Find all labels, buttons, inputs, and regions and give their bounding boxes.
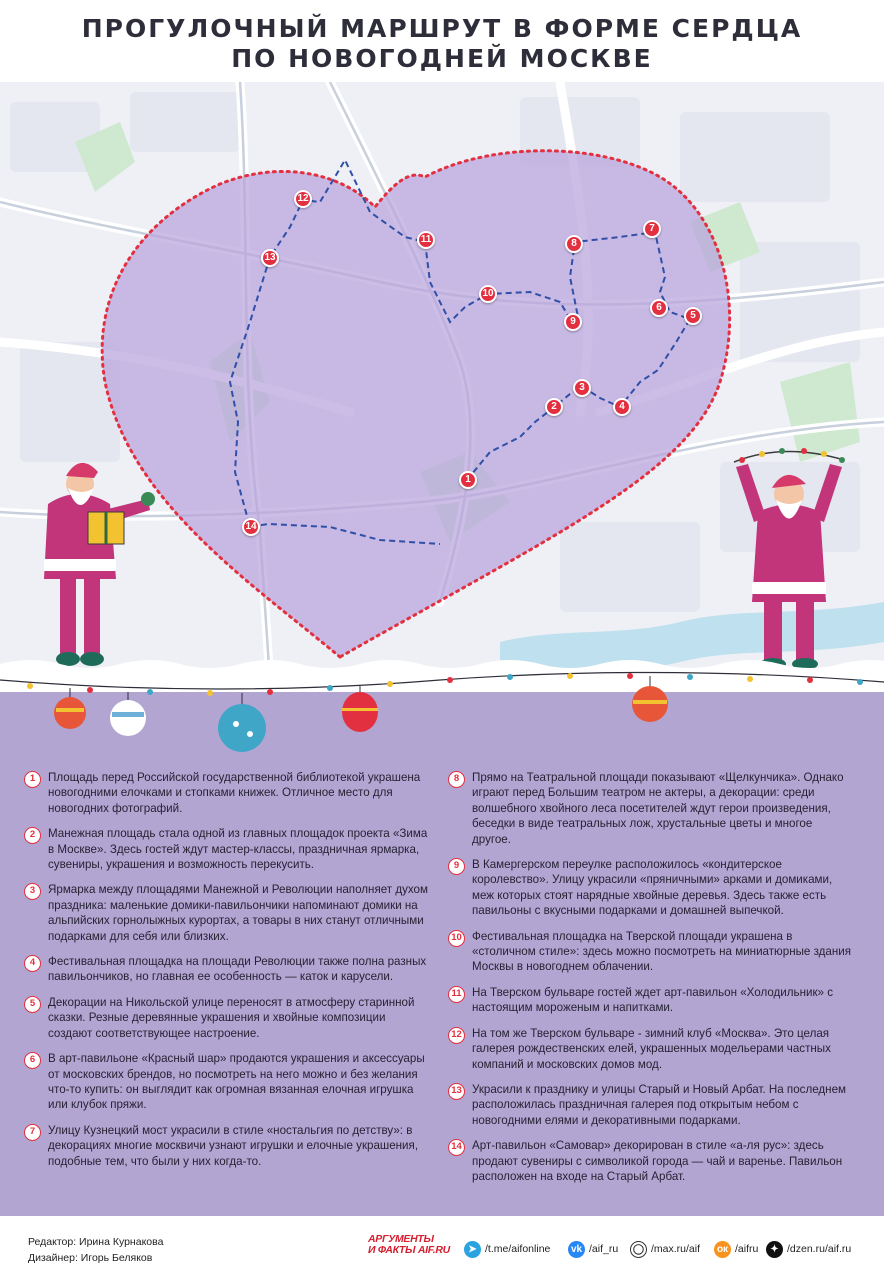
- stop-description: Фестивальная площадка на площади Революции также полна разных павильончиков, но главная ее особенность — каток и карусели.: [48, 955, 427, 984]
- stop-item-5: [24, 995, 428, 1041]
- social-label: /max.ru/aif: [651, 1243, 701, 1255]
- stop-number: 1: [24, 771, 41, 788]
- map-marker-10[interactable]: 10: [479, 285, 497, 303]
- page-title: [0, 0, 884, 82]
- stop-description: Манежная площадь стала одной из главных площадок проекта «Зима в Москве». Здесь гостей ждут мастер-классы, праздничная ярмарка, сувениры, украшения и возможность перекусить.: [48, 827, 428, 872]
- stop-description: Украсили к празднику и улицы Старый и Новый Арбат. На последнем расположилась праздничная галерея под открытым небом с новогодними елями и декоративными подарками.: [472, 1082, 846, 1127]
- telegram-icon: ➤: [464, 1241, 481, 1258]
- map-marker-13[interactable]: 13: [261, 249, 279, 267]
- aif-logo[interactable]: [368, 1234, 460, 1262]
- social-link-vk[interactable]: [568, 1240, 618, 1258]
- map-marker-2[interactable]: 2: [545, 398, 563, 416]
- social-label: /t.me/aifonline: [485, 1243, 551, 1255]
- map-marker-14[interactable]: 14: [242, 518, 260, 536]
- stop-item-12: [448, 1026, 852, 1072]
- stops-right-column: [448, 770, 852, 1194]
- stop-description: Фестивальная площадка на Тверской площади украшена в «столичном стиле»: здесь можно посмотреть на миниатюрные здания Москвы в новогоднем облачении.: [472, 929, 852, 974]
- stop-number: 7: [24, 1124, 41, 1141]
- logo-line-1: АРГУМЕНТЫ: [368, 1233, 434, 1245]
- odnoklassniki-icon: ок: [714, 1241, 731, 1258]
- title-line-1: ПРОГУЛОЧНЫЙ МАРШРУТ В ФОРМЕ СЕРДЦА: [81, 14, 803, 43]
- stop-description: Ярмарка между площадями Манежной и Революции наполняет духом праздника: маленькие домики-павильончики напоминают домики на альпийских горнолыжных курортах, а товары в них станут отличными подарками для себя или близких.: [48, 883, 428, 943]
- map-marker-12[interactable]: 12: [294, 190, 312, 208]
- logo-line-2: И ФАКТЫ AIF.RU: [368, 1244, 450, 1256]
- vk-icon: vk: [568, 1241, 585, 1258]
- stop-description: На Тверском бульваре гостей ждет арт-павильон «Холодильник» с настоящим мороженым и напитками.: [472, 985, 834, 1015]
- editor-credit: Редактор: Ирина Курнакова: [28, 1236, 164, 1248]
- stop-description: Арт-павильон «Самовар» декорирован в стиле «а-ля рус»: здесь продают сувениры с символикой города — чай и варенье. Павильон расположен на входе на Старый Арбат.: [472, 1139, 843, 1183]
- map-marker-3[interactable]: 3: [573, 379, 591, 397]
- social-link-dzen[interactable]: [766, 1240, 851, 1258]
- stop-item-8: [448, 770, 852, 847]
- stop-number: 5: [24, 996, 41, 1013]
- stop-number: 9: [448, 858, 465, 875]
- stop-description: В Камергерском переулке расположилось «кондитерское королевство». Улицу украсили «пряничными» арками и домиками, меж которых стоят нарядные хвойные деревья. Здесь также есть павильоны с вкусными подарками и домашней выпечкой.: [472, 858, 833, 918]
- social-link-max[interactable]: [630, 1240, 700, 1258]
- social-link-odnoklassniki[interactable]: [714, 1240, 758, 1258]
- stop-number: 6: [24, 1052, 41, 1069]
- stops-left-column: [24, 770, 428, 1179]
- stop-number: 3: [24, 883, 41, 900]
- stop-description: Улицу Кузнецкий мост украсили в стиле «ностальгия по детству»: в декорациях многие москвичи узнают игрушки и елочные украшения, подобные тем, что были у них когда-то.: [48, 1123, 419, 1168]
- stop-item-6: [24, 1051, 428, 1113]
- stop-number: 11: [448, 986, 465, 1003]
- max-icon: ◯: [630, 1241, 647, 1258]
- stop-item-9: [448, 857, 852, 919]
- map-marker-1[interactable]: 1: [459, 471, 477, 489]
- map-marker-4[interactable]: 4: [613, 398, 631, 416]
- designer-credit: Дизайнер: Игорь Беляков: [28, 1252, 153, 1264]
- stop-item-13: [448, 1082, 852, 1128]
- title-line-2: ПО НОВОГОДНЕЙ МОСКВЕ: [231, 44, 653, 73]
- stop-description: В арт-павильоне «Красный шар» продаются украшения и аксессуары от московских брендов, но посмотреть на него можно и без желания что-то купить: он выглядит как огромная вязанная елочная игрушка или клубок пряжи.: [48, 1052, 425, 1112]
- stop-number: 12: [448, 1027, 465, 1044]
- footer: [0, 1216, 884, 1280]
- map-marker-5[interactable]: 5: [684, 307, 702, 325]
- stop-item-3: [24, 882, 428, 944]
- map-marker-6[interactable]: 6: [650, 299, 668, 317]
- stop-number: 14: [448, 1139, 465, 1156]
- stop-item-1: [24, 770, 428, 816]
- stop-number: 13: [448, 1083, 465, 1100]
- stop-item-10: [448, 929, 852, 975]
- stop-description: На том же Тверском бульваре - зимний клуб «Москва». Это целая галерея рождественских елей, украшенных модельерами частных компаний и московских домов мод.: [472, 1026, 831, 1071]
- stop-description: Декорации на Никольской улице переносят в атмосферу старинной сказки. Резные деревянные украшения и хвойные композиции создают соответствующее настроение.: [48, 995, 415, 1040]
- stop-description: Площадь перед Российской государственной библиотекой украшена новогодними елочками и стопками книжек. Отличное место для новогодних фотографий.: [48, 771, 421, 815]
- stop-item-14: [448, 1138, 852, 1184]
- stop-number: 4: [24, 955, 41, 972]
- map-marker-9[interactable]: 9: [564, 313, 582, 331]
- stop-number: 8: [448, 771, 465, 788]
- stop-item-11: [448, 985, 852, 1016]
- santa-right-illustration: [724, 442, 874, 672]
- stop-number: 10: [448, 930, 465, 947]
- social-label: /aif_ru: [589, 1243, 619, 1255]
- stop-item-2: [24, 826, 428, 872]
- dzen-icon: ✦: [766, 1241, 783, 1258]
- social-label: /aifru: [735, 1243, 759, 1255]
- stop-item-7: [24, 1123, 428, 1169]
- map-marker-8[interactable]: 8: [565, 235, 583, 253]
- santa-left-illustration: [38, 454, 168, 674]
- garland-decoration: [0, 668, 884, 768]
- stop-item-4: [24, 954, 428, 985]
- stop-number: 2: [24, 827, 41, 844]
- map-marker-11[interactable]: 11: [417, 231, 435, 249]
- social-link-telegram[interactable]: [464, 1240, 550, 1258]
- route-map: [0, 82, 884, 682]
- stop-description: Прямо на Театральной площади показывают «Щелкунчика». Однако играют перед Большим театром не актеры, а декорации: среди волшебного хвойного леса посетителей ждут герои произведения, беседки в виде театральных лож, хрустальные цветы и многое другое.: [472, 771, 844, 846]
- social-label: /dzen.ru/aif.ru: [787, 1243, 852, 1255]
- map-marker-7[interactable]: 7: [643, 220, 661, 238]
